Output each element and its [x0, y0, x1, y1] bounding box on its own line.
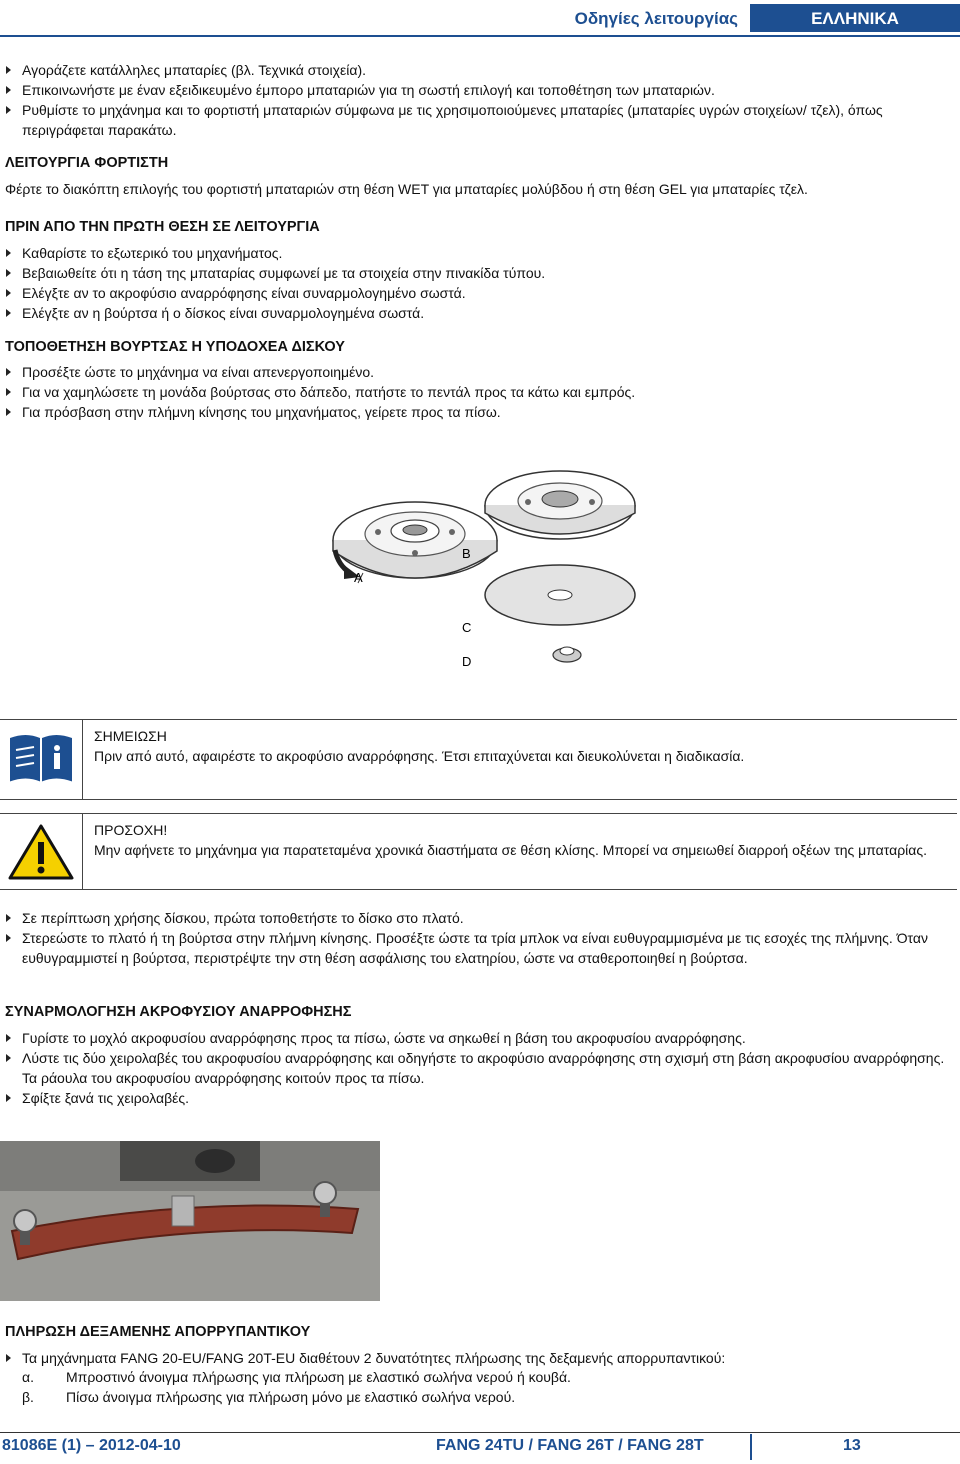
footer-rule — [0, 1432, 960, 1433]
list-item: Σφίξτε ξανά τις χειρολαβές. — [5, 1088, 960, 1108]
before-first-use-heading: ΠΡΙΝ ΑΠΟ ΤΗΝ ΠΡΩΤΗ ΘΕΣΗ ΣΕ ΛΕΙΤΟΥΡΓΙΑ — [5, 219, 320, 235]
footer-separator — [750, 1434, 752, 1460]
tank-option-b — [5, 1387, 515, 1407]
list-item: Ελέγξτε αν το ακροφύσιο αναρρόφησης είναι συναρμολογημένο σωστά. — [5, 283, 960, 303]
warning-icon — [0, 814, 82, 889]
list-item: Λύστε τις δύο χειρολαβές του ακροφυσίου αναρρόφησης και οδηγήστε το ακροφύσιο αναρρόφησης στη σχισμή στη βάση ακροφυσίου αναρρόφησης. Τα ράουλα του ακροφυσίου αναρρόφησης κοιτούν προς τα πίσω. — [5, 1048, 960, 1088]
tank-filling-heading: ΠΛΗΡΩΣΗ ΔΕΞΑΜΕΝΗΣ ΑΠΟΡΡΥΠΑΝΤΙΚΟΥ — [5, 1324, 311, 1340]
caution-icon-cell — [0, 814, 83, 889]
tank-filling-list — [5, 1348, 960, 1368]
list-item: Ρυθμίστε το μηχάνημα και το φορτιστή μπαταριών σύμφωνα με τις χρησιμοποιούμενες μπαταρίες (μπαταρίες υγρών στοιχείων/ τζελ), όπως περιγράφεται παρακάτω. — [5, 100, 960, 140]
centre-lock-drawing — [553, 647, 581, 662]
charger-text: Φέρτε το διακόπτη επιλογής του φορτιστή μπαταριών στη θέση WET για μπαταρίες μολύβδου ή στη θέση GEL για μπαταρίες τζελ. — [5, 181, 808, 197]
language-tab: ΕΛΛΗΝΙΚΑ — [750, 4, 960, 32]
note-box — [0, 719, 957, 800]
charger-heading: ΛΕΙΤΟΥΡΓΙΑ ΦΟΡΤΙΣΤΗ — [5, 155, 169, 171]
list-item: Σε περίπτωση χρήσης δίσκου, πρώτα τοποθετήστε το δίσκο στο πλατό. — [5, 908, 960, 928]
footer-models: FANG 24TU / FANG 26T / FANG 28T — [436, 1437, 704, 1454]
list-item: Για πρόσβαση στην πλήμνη κίνησης του μηχανήματος, γείρετε προς τα πίσω. — [5, 402, 960, 422]
list-item: Επικοινωνήστε με έναν εξειδικευμένο έμπορο μπαταριών για τη σωστή επιλογή και τοποθέτηση των μπαταριών. — [5, 80, 960, 100]
list-item: Για να χαμηλώσετε τη μονάδα βούρτσας στο δάπεδο, πατήστε το πεντάλ προς τα κάτω και εμπρός. — [5, 382, 960, 402]
brush-drawing — [333, 502, 497, 578]
section-title: Οδηγίες λειτουργίας — [574, 9, 738, 28]
caution-title: ΠΡΟΣΟΧΗ! — [94, 822, 168, 838]
pad-driver-drawing — [485, 471, 635, 539]
list-item: Ελέγξτε αν η βούρτσα ή ο δίσκος είναι συναρμολογημένα σωστά. — [5, 303, 960, 323]
list-item: Αγοράζετε κατάλληλες μπαταρίες (βλ. Τεχνικά στοιχεία). — [5, 60, 960, 80]
option-text: Μπροστινό άνοιγμα πλήρωσης για πλήρωση με ελαστικό σωλήνα νερού ή κουβά. — [66, 1369, 571, 1385]
label-a: A — [354, 570, 363, 585]
brush-disc-illustration — [320, 455, 640, 685]
list-item: Γυρίστε το μοχλό ακροφυσίου αναρρόφησης προς τα πίσω, ώστε να σηκωθεί η βάση του ακροφυσίου αναρρόφησης. — [5, 1028, 960, 1048]
list-item: Τα μηχάνηματα FANG 20-EU/FANG 20T-EU διαθέτουν 2 δυνατότητες πλήρωσης της δεξαμενής απορρυπαντικού: — [5, 1348, 960, 1368]
tank-option-a — [5, 1367, 571, 1387]
label-c: C — [462, 620, 472, 635]
list-item: Προσέξτε ώστε το μηχάνημα να είναι απενεργοποιημένο. — [5, 362, 960, 382]
brush-mounting-heading: ΤΟΠΟΘΕΤΗΣΗ ΒΟΥΡΤΣΑΣ Η ΥΠΟΔΟΧΕΑ ΔΙΣΚΟΥ — [5, 339, 345, 355]
nozzle-assembly-list — [5, 1028, 960, 1108]
option-letter: α. — [22, 1369, 34, 1385]
note-title: ΣΗΜΕΙΩΣΗ — [94, 728, 167, 744]
option-text: Πίσω άνοιγμα πλήρωσης για πλήρωση μόνο με ελαστικό σωλήνα νερού. — [66, 1389, 516, 1405]
caution-box — [0, 813, 957, 890]
label-d: D — [462, 654, 472, 669]
manual-info-icon — [0, 720, 82, 799]
header-rule — [0, 35, 960, 37]
list-item: Βεβαιωθείτε ότι η τάση της μπαταρίας συμφωνεί με τα στοιχεία στην πινακίδα τύπου. — [5, 263, 960, 283]
footer-doc-id: 81086E (1) – 2012-04-10 — [2, 1437, 181, 1454]
pad-drawing — [485, 565, 635, 625]
disc-bullet-list — [5, 908, 960, 968]
suction-nozzle-photo — [0, 1141, 380, 1301]
caution-text: Μην αφήνετε το μηχάνημα για παρατεταμένα χρονικά διαστήματα σε θέση κλίσης. Μπορεί να σημειωθεί διαρροή οξέων της μπαταρίας. — [94, 842, 927, 858]
list-item: Στερεώστε το πλατό ή τη βούρτσα στην πλήμνη κίνησης. Προσέξτε ώστε τα τρία μπλοκ να είναι ευθυγραμμισμένα με τις εσοχές της πλήμνης. Όταν ευθυγραμμιστεί η βούρτσα, περιστρέψτε την στη θέση ασφάλισης του ελατηρίου, ώστε να σταθεροποιηθεί η βούρτσα. — [5, 928, 960, 968]
intro-bullet-list — [5, 60, 960, 140]
note-text: Πριν από αυτό, αφαιρέστε το ακροφύσιο αναρρόφησης. Έτσι επιταχύνεται και διευκολύνεται η διαδικασία. — [94, 748, 745, 764]
list-item: Καθαρίστε το εξωτερικό του μηχανήματος. — [5, 243, 960, 263]
label-b: B — [462, 546, 471, 561]
nozzle-assembly-heading: ΣΥΝΑΡΜΟΛΟΓΗΣΗ ΑΚΡΟΦΥΣΙΟΥ ΑΝΑΡΡΟΦΗΣΗΣ — [5, 1004, 352, 1020]
brush-mounting-list — [5, 362, 960, 422]
page-number: 13 — [843, 1437, 861, 1454]
before-first-use-list — [5, 243, 960, 323]
option-letter: β. — [22, 1389, 34, 1405]
note-icon-cell — [0, 720, 83, 799]
